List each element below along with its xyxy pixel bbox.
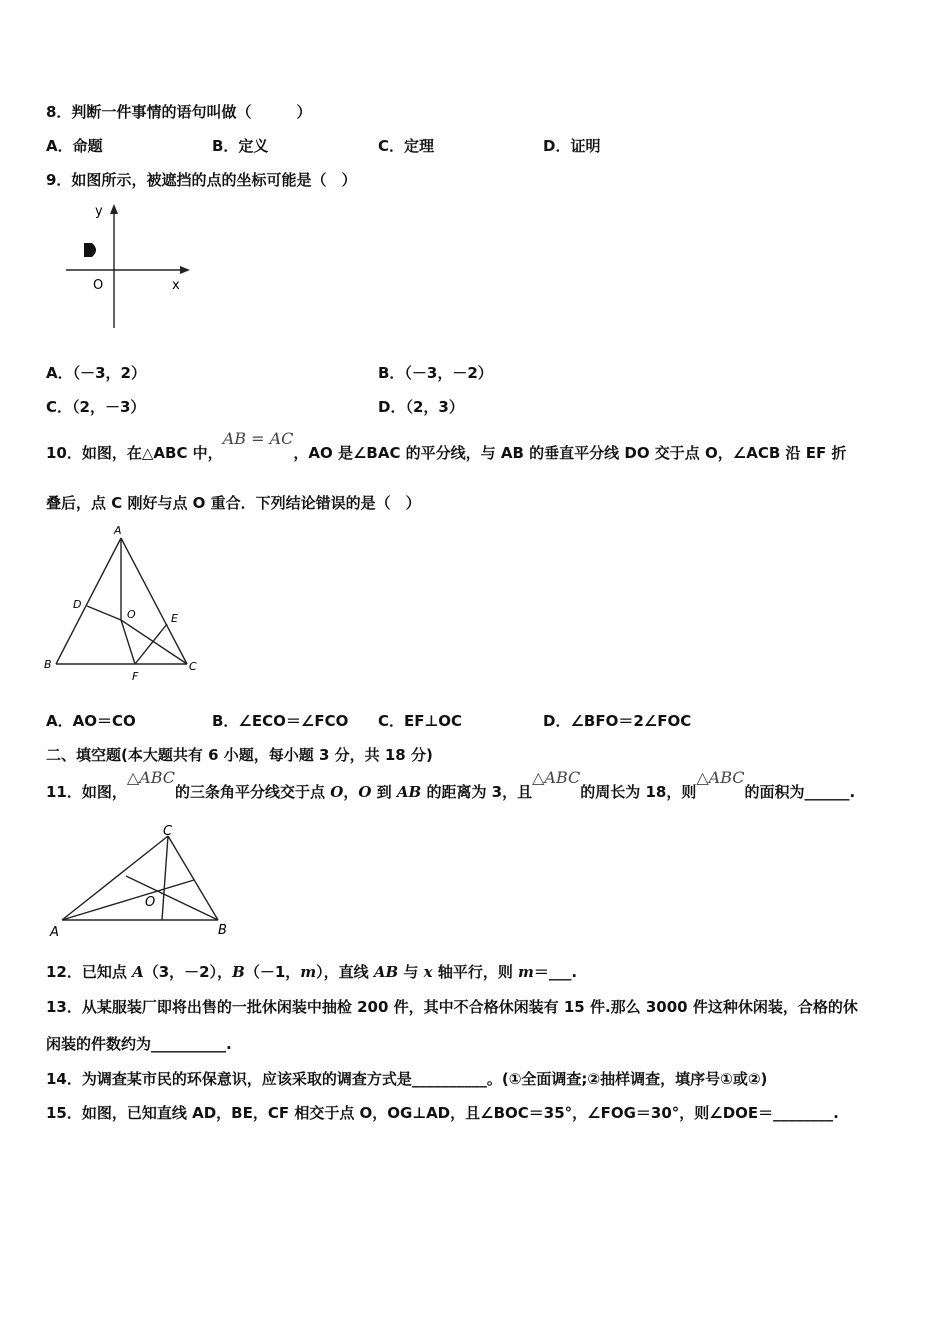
bisector-c bbox=[162, 836, 168, 920]
q10-option-a: A．AO＝CO bbox=[46, 712, 136, 730]
q11-math-triangle-1: △ABC bbox=[126, 768, 176, 787]
q12-part2: （3，－2）， bbox=[143, 963, 233, 981]
q9-option-d: D．（2，3） bbox=[378, 398, 464, 416]
q9-coordinate-figure bbox=[60, 198, 200, 334]
label-f: F bbox=[132, 670, 139, 683]
q10-stem bbox=[46, 429, 847, 463]
segment-ef bbox=[135, 624, 167, 664]
q11-part6: 的周长为 18，则 bbox=[580, 783, 697, 801]
x-axis-label: x bbox=[172, 278, 180, 293]
segment-of bbox=[121, 620, 135, 664]
label-b: B bbox=[218, 923, 227, 938]
section2-heading: 二、填空题(本大题共有 6 小题，每小题 3 分，共 18 分) bbox=[46, 746, 433, 764]
hidden-point-blot bbox=[84, 243, 96, 257]
q12-variable-m-2: m bbox=[518, 963, 534, 981]
q8-option-d: D．证明 bbox=[543, 137, 601, 155]
q12-part7: ＝___. bbox=[533, 963, 578, 981]
q11-part3: ， bbox=[343, 783, 359, 801]
q11-point-o-1: O bbox=[330, 783, 344, 801]
label-o: O bbox=[145, 895, 156, 910]
q12-part4: ），直线 bbox=[316, 963, 374, 981]
q11-part1: 11．如图， bbox=[46, 783, 127, 801]
q12-point-b: B bbox=[232, 963, 245, 981]
q12-x-axis: x bbox=[423, 963, 433, 981]
q8-stem: 8．判断一件事情的语句叫做（ ） bbox=[46, 103, 312, 121]
label-a: A bbox=[50, 925, 59, 940]
q10-option-b: B．∠ECO＝∠FCO bbox=[212, 712, 349, 730]
label-d: D bbox=[73, 598, 82, 611]
q11-triangle-figure bbox=[44, 824, 244, 940]
q11-part7: 的面积为______. bbox=[744, 783, 856, 801]
side-ac bbox=[121, 538, 187, 664]
q9-option-c: C．（2，－3） bbox=[46, 398, 146, 416]
q11-math-triangle-2: △ABC bbox=[532, 768, 581, 787]
label-c: C bbox=[189, 660, 197, 673]
q15-stem: 15．如图，已知直线 AD，BE，CF 相交于点 O，OG⊥AD，且∠BOC＝35°，∠FOG＝30°，则∠DOE＝________. bbox=[46, 1104, 839, 1122]
q10-number: 10．如图，在△ABC 中， bbox=[46, 444, 223, 462]
q11-part4: 到 bbox=[371, 783, 397, 801]
q12-part3: （－1， bbox=[244, 963, 301, 981]
q12-point-a: A bbox=[132, 963, 144, 981]
q12-stem bbox=[46, 962, 577, 982]
label-o: O bbox=[127, 608, 136, 621]
label-c: C bbox=[163, 824, 173, 839]
q8-option-b: B．定义 bbox=[212, 137, 269, 155]
q9-stem: 9．如图所示，被遮挡的点的坐标可能是（ ） bbox=[46, 171, 357, 189]
segment-do bbox=[87, 606, 121, 620]
q9-option-b: B．（－3，－2） bbox=[378, 364, 493, 382]
q13-stem-line2: 闲装的件数约为__________. bbox=[46, 1035, 232, 1053]
q11-part5: 的距离为 3，且 bbox=[421, 783, 533, 801]
q10-triangle-figure bbox=[40, 520, 205, 685]
bisector-a bbox=[62, 880, 194, 920]
q10-rest: ，AO 是∠BAC 的平分线，与 AB 的垂直平分线 DO 交于点 O，∠ACB 沿 EF 折 bbox=[293, 444, 847, 462]
x-axis-arrow bbox=[180, 266, 190, 274]
q8-option-a: A．命题 bbox=[46, 137, 103, 155]
q12-part6: 轴平行，则 bbox=[432, 963, 519, 981]
segment-oc bbox=[121, 620, 187, 664]
q12-line-ab: AB bbox=[373, 963, 399, 981]
q9-option-a: A．（－3，2） bbox=[46, 364, 146, 382]
q12-part1: 12．已知点 bbox=[46, 963, 133, 981]
q13-stem-line1: 13．从某服装厂即将出售的一批休闲装中抽检 200 件，其中不合格休闲装有 15 件.那么 3000 件这种休闲装，合格的休 bbox=[46, 998, 858, 1016]
q11-point-o-2: O bbox=[358, 783, 372, 801]
q12-variable-m: m bbox=[300, 963, 317, 981]
label-b: B bbox=[44, 658, 52, 671]
q11-part2: 的三条角平分线交于点 bbox=[175, 783, 331, 801]
q11-segment-ab: AB bbox=[396, 783, 422, 801]
q12-part5: 与 bbox=[398, 963, 424, 981]
y-axis-arrow bbox=[110, 204, 118, 214]
q10-option-c: C．EF⊥OC bbox=[378, 712, 462, 730]
q10-math-ab-ac: AB = AC bbox=[222, 429, 294, 448]
y-axis-label: y bbox=[95, 204, 103, 219]
q11-math-triangle-3: △ABC bbox=[696, 768, 745, 787]
q8-option-c: C．定理 bbox=[378, 137, 435, 155]
q10-option-d: D．∠BFO＝2∠FOC bbox=[543, 712, 692, 730]
q14-stem: 14．为调查某市民的环保意识，应该采取的调查方式是__________。(①全面调查;②抽样调查，填序号①或②) bbox=[46, 1070, 768, 1088]
origin-label: O bbox=[93, 278, 104, 293]
label-a: A bbox=[114, 524, 122, 537]
label-e: E bbox=[171, 612, 178, 625]
side-ab bbox=[56, 538, 121, 664]
q10-stem-line2: 叠后，点 C 刚好与点 O 重合．下列结论错误的是（ ） bbox=[46, 494, 421, 512]
q11-stem bbox=[46, 768, 856, 802]
